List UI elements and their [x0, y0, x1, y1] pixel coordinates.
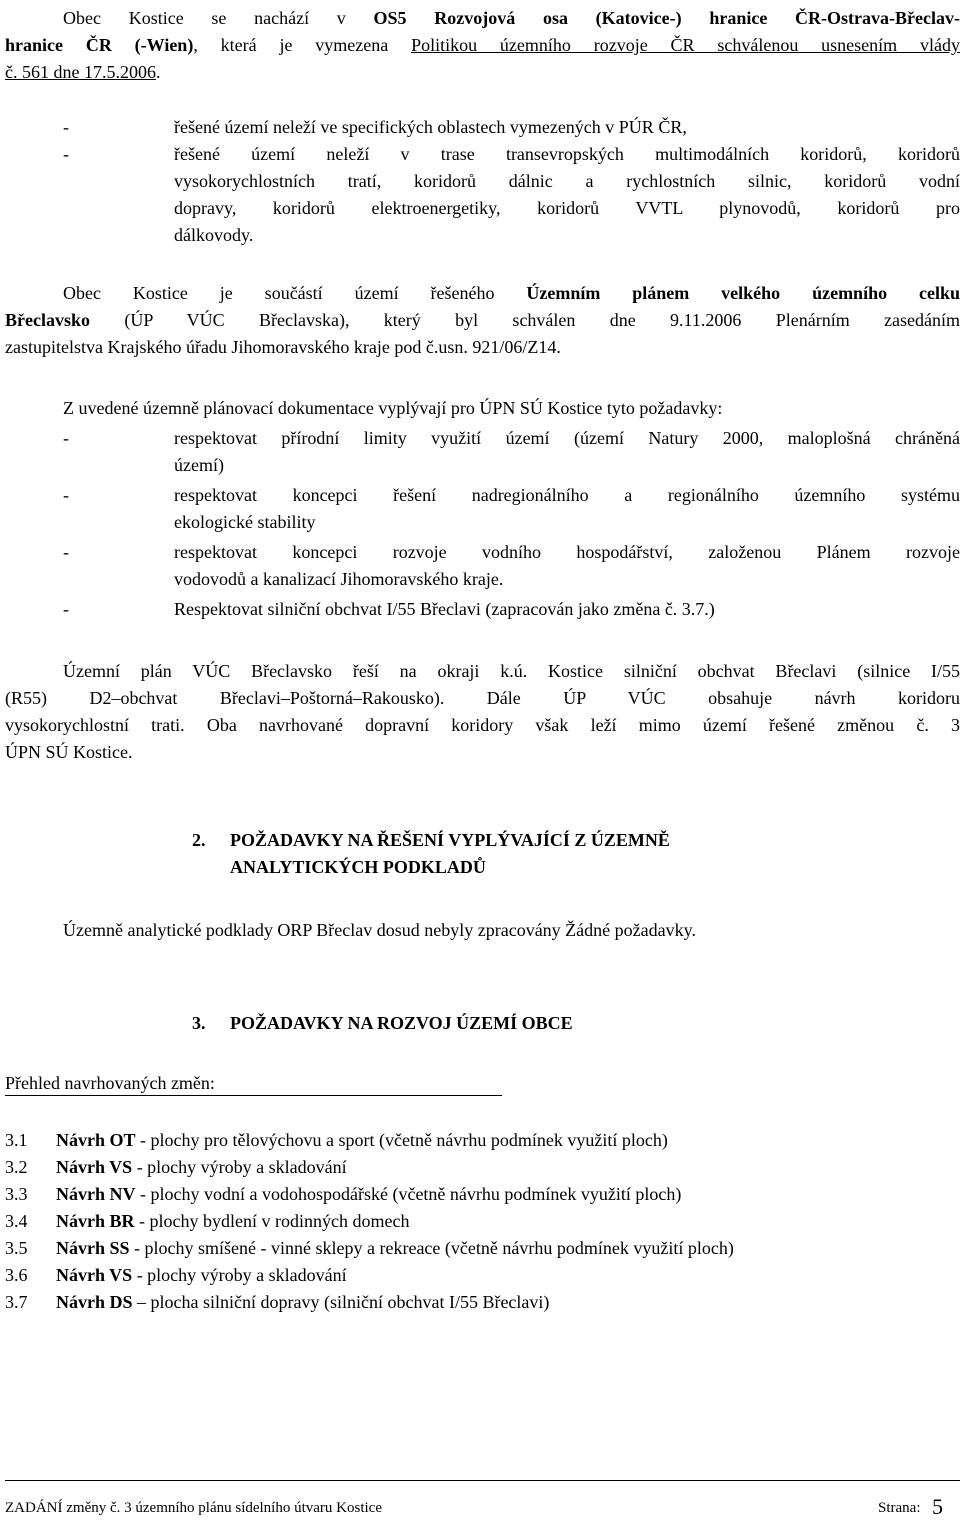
intro-axis-bold: OS5 Rozvojová osa (Katovice-) hranice ČR-Ostrava-Břeclav- — [373, 8, 960, 28]
list-item — [5, 1292, 549, 1313]
section-3-number: 3. — [192, 1013, 206, 1033]
change-code: Návrh VS — [56, 1265, 133, 1285]
intro-text-2: , která je vymezena — [193, 35, 412, 55]
intro-text: Obec Kostice se nachází v — [63, 8, 374, 28]
bullet-dash: - — [63, 144, 69, 164]
requirements-intro: Z uvedené územně plánovací dokumentace vyplývají pro ÚPN SÚ Kostice tyto požadavky: — [63, 398, 723, 418]
section-2-title-line-2: ANALYTICKÝCH PODKLADŮ — [230, 857, 486, 877]
requirement-3-line-2: vodovodů a kanalizací Jihomoravského kraje. — [174, 569, 504, 589]
change-code: Návrh NV — [56, 1184, 136, 1204]
pur-link-date[interactable]: č. 561 dne 17.5.2006 — [5, 62, 156, 82]
vuc-text-2: (ÚP VÚC Břeclavska), který byl schválen dne 9.11.2006 Plenárním zasedáním — [90, 310, 960, 330]
pur-item-2-line-3: dopravy, koridorů elektroenergetiky, koridorů VVTL plynovodů, koridorů pro — [174, 198, 960, 218]
bullet-dash: - — [63, 599, 69, 619]
vuc-line-1 — [63, 283, 960, 304]
change-number: 3.6 — [5, 1265, 28, 1285]
list-item — [5, 1238, 734, 1259]
bypass-line-1: Územní plán VÚC Břeclavsko řeší na okraji k.ú. Kostice silniční obchvat Břeclavi (silnice I/55 — [63, 661, 960, 681]
pur-item-2-line-1: řešené území neleží v trase transevropských multimodálních koridorů, koridorů — [174, 144, 960, 164]
change-code: Návrh BR — [56, 1211, 135, 1231]
requirement-1-line-2: území) — [174, 455, 224, 475]
bypass-line-4: ÚPN SÚ Kostice. — [5, 742, 133, 762]
vuc-line-3: zastupitelstva Krajského úřadu Jihomoravského kraje pod č.usn. 921/06/Z14. — [5, 337, 561, 357]
intro-period: . — [155, 62, 161, 82]
change-code: Návrh OT — [56, 1130, 136, 1150]
change-number: 3.7 — [5, 1292, 28, 1312]
change-code: Návrh VS — [56, 1157, 133, 1177]
list-item — [5, 1265, 347, 1286]
intro-line-1 — [63, 8, 960, 29]
requirement-2-line-2: ekologické stability — [174, 512, 316, 532]
change-desc: - plochy smíšené - vinné sklepy a rekreace (včetně návrhu podmínek využití ploch) — [129, 1238, 734, 1258]
change-desc: - plochy pro tělovýchovu a sport (včetně návrhu podmínek využití ploch) — [135, 1130, 668, 1150]
change-code: Návrh DS — [56, 1292, 133, 1312]
change-number: 3.4 — [5, 1211, 28, 1231]
section-2-text: Územně analytické podklady ORP Břeclav dosud nebyly zpracovány Žádné požadavky. — [63, 920, 696, 940]
bullet-dash: - — [63, 542, 69, 562]
pur-item-2-line-2: vysokorychlostních tratí, koridorů dálnic a rychlostních silnic, koridorů vodní — [174, 171, 960, 191]
list-item — [5, 1184, 681, 1205]
bullet-dash: - — [63, 485, 69, 505]
vuc-text: Obec Kostice je součástí území řešeného — [63, 283, 527, 303]
change-code: Návrh SS — [56, 1238, 130, 1258]
bullet-dash: - — [63, 117, 69, 137]
vuc-line-2 — [5, 310, 960, 331]
requirement-2-line-1: respektovat koncepci řešení nadregionálního a regionálního územního systému — [174, 485, 960, 505]
list-item — [5, 1211, 409, 1232]
list-item — [5, 1130, 668, 1151]
overview-label: Přehled navrhovaných změn: — [5, 1073, 215, 1093]
requirement-3-line-1: respektovat koncepci rozvoje vodního hospodářství, založenou Plánem rozvoje — [174, 542, 960, 562]
requirement-1-line-1: respektovat přírodní limity využití území (území Natury 2000, maloplošná chráněná — [174, 428, 960, 448]
intro-axis-bold-2: hranice ČR (-Wien) — [5, 35, 194, 55]
change-desc: - plochy výroby a skladování — [132, 1157, 347, 1177]
footer-page-label: Strana: — [878, 1500, 921, 1516]
section-2-title-line-1: POŽADAVKY NA ŘEŠENÍ VYPLÝVAJÍCÍ Z ÚZEMNĚ — [230, 830, 670, 850]
change-number: 3.2 — [5, 1157, 28, 1177]
bullet-dash: - — [63, 428, 69, 448]
section-3-title: POŽADAVKY NA ROZVOJ ÚZEMÍ OBCE — [230, 1013, 573, 1033]
change-desc: - plochy výroby a skladování — [132, 1265, 347, 1285]
pur-item-1: řešené území neleží ve specifických oblastech vymezených v PÚR ČR, — [174, 117, 687, 137]
pur-link[interactable]: Politikou územního rozvoje ČR schválenou usnesením vlády — [411, 35, 960, 55]
intro-line-2 — [5, 35, 960, 56]
vuc-plan-bold: Územním plánem velkého územního celku — [526, 283, 960, 303]
overview-underline — [5, 1095, 502, 1096]
change-desc: – plocha silniční dopravy (silniční obchvat I/55 Břeclavi) — [132, 1292, 550, 1312]
list-item — [5, 1157, 347, 1178]
intro-line-3 — [5, 62, 160, 83]
requirement-4: Respektovat silniční obchvat I/55 Břeclavi (zapracován jako změna č. 3.7.) — [174, 599, 715, 619]
change-desc: - plochy bydlení v rodinných domech — [134, 1211, 410, 1231]
change-number: 3.3 — [5, 1184, 28, 1204]
section-2-number: 2. — [192, 830, 206, 850]
footer-page-number: 5 — [932, 1494, 943, 1519]
vuc-region-bold: Břeclavsko — [5, 310, 90, 330]
change-number: 3.1 — [5, 1130, 28, 1150]
bypass-line-2: (R55) D2–obchvat Břeclavi–Poštorná–Rakousko). Dále ÚP VÚC obsahuje návrh koridoru — [5, 688, 960, 708]
footer-divider — [5, 1480, 960, 1481]
footer-title: ZADÁNÍ změny č. 3 územního plánu sídelního útvaru Kostice — [5, 1500, 382, 1516]
change-desc: - plochy vodní a vodohospodářské (včetně návrhu podmínek využití ploch) — [135, 1184, 682, 1204]
bypass-line-3: vysokorychlostní trati. Oba navrhované dopravní koridory však leží mimo území řešené změnou č. 3 — [5, 715, 960, 735]
change-number: 3.5 — [5, 1238, 28, 1258]
pur-item-2-line-4: dálkovody. — [174, 225, 254, 245]
